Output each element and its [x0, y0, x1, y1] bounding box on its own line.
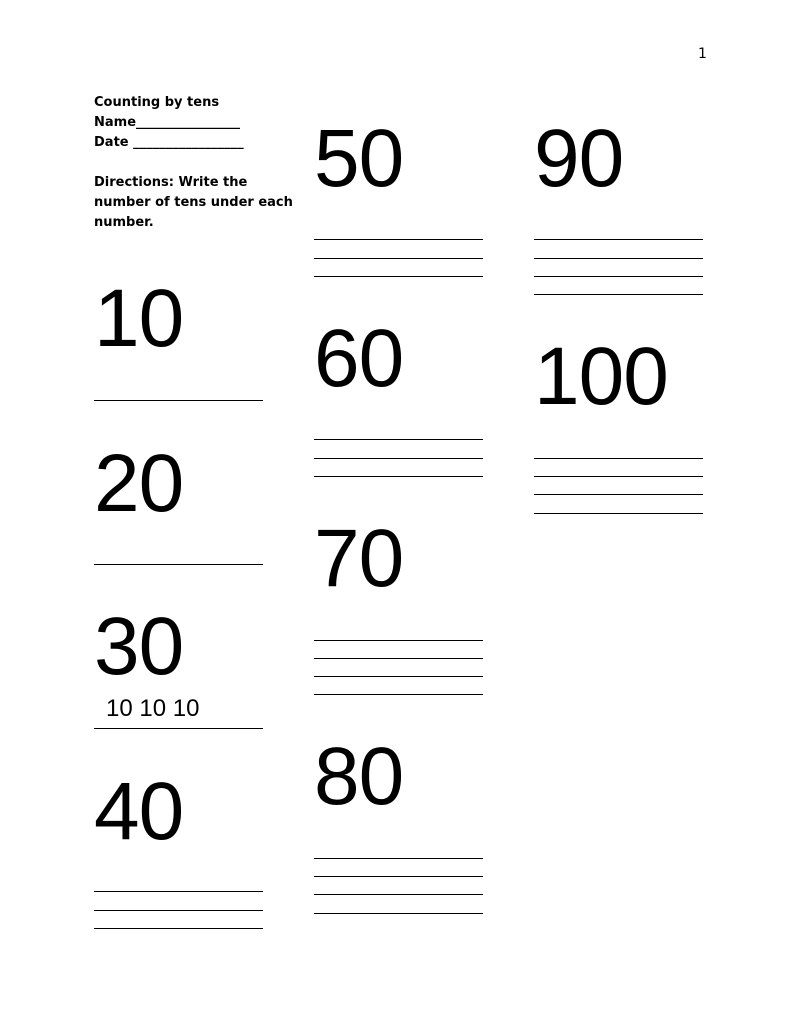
- answer-line[interactable]: [534, 476, 703, 477]
- answer-line[interactable]: [94, 928, 263, 929]
- number-100: 100: [534, 331, 668, 422]
- answer-line[interactable]: [314, 913, 483, 914]
- answer-line[interactable]: [314, 676, 483, 677]
- answer-line[interactable]: [314, 694, 483, 695]
- number-30: 30: [94, 601, 184, 692]
- number-90: 90: [534, 113, 624, 204]
- answer-line[interactable]: [534, 494, 703, 495]
- worksheet-header: [94, 93, 293, 233]
- number-20: 20: [94, 438, 184, 529]
- directions-line-3: number.: [94, 215, 154, 230]
- number-40: 40: [94, 766, 184, 857]
- directions-line-2: number of tens under each: [94, 195, 293, 210]
- answer-line[interactable]: [534, 239, 703, 240]
- answer-line[interactable]: [94, 400, 263, 401]
- answer-line[interactable]: [94, 910, 263, 911]
- number-70: 70: [314, 513, 404, 604]
- answer-line[interactable]: [314, 258, 483, 259]
- page-number: 1: [698, 46, 707, 62]
- answer-line[interactable]: [314, 439, 483, 440]
- answer-line[interactable]: [94, 891, 263, 892]
- answer-line[interactable]: [534, 294, 703, 295]
- date-field[interactable]: Date _________________: [94, 135, 244, 150]
- number-50: 50: [314, 113, 404, 204]
- answer-text-30: 10 10 10: [106, 695, 200, 722]
- answer-line[interactable]: [534, 513, 703, 514]
- answer-line[interactable]: [314, 876, 483, 877]
- directions-line-1: Directions: Write the: [94, 175, 248, 190]
- name-field[interactable]: Name________________: [94, 115, 241, 130]
- answer-line[interactable]: [314, 458, 483, 459]
- answer-line[interactable]: [314, 894, 483, 895]
- answer-line[interactable]: [314, 239, 483, 240]
- answer-line[interactable]: [534, 258, 703, 259]
- answer-line[interactable]: [314, 640, 483, 641]
- answer-line[interactable]: [94, 728, 263, 729]
- number-10: 10: [94, 273, 184, 364]
- answer-line[interactable]: [314, 476, 483, 477]
- answer-line[interactable]: [94, 564, 263, 565]
- answer-line[interactable]: [314, 658, 483, 659]
- number-60: 60: [314, 313, 404, 404]
- answer-line[interactable]: [534, 458, 703, 459]
- answer-line[interactable]: [314, 276, 483, 277]
- answer-line[interactable]: [534, 276, 703, 277]
- number-80: 80: [314, 731, 404, 822]
- answer-line[interactable]: [314, 858, 483, 859]
- worksheet-title: Counting by tens: [94, 95, 220, 110]
